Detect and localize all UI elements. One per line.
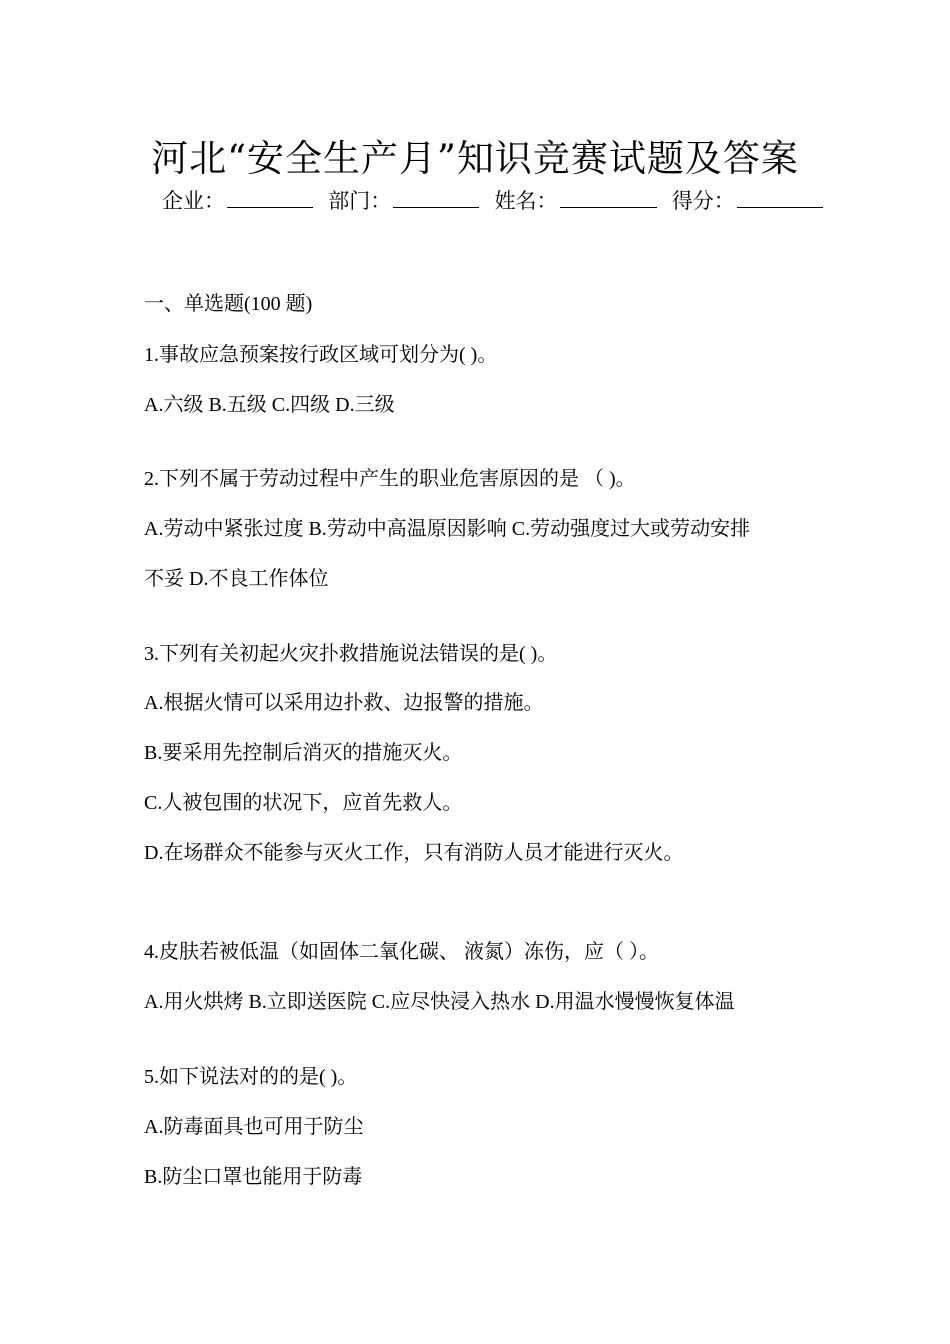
department-blank[interactable] (393, 189, 479, 208)
question-option: 不妥 D.不良工作体位 (144, 568, 329, 590)
document-title: 河北“安全生产月”知识竞赛试题及答案 (151, 137, 799, 180)
question-option: A.劳动中紧张过度 B.劳动中高温原因影响 C.劳动强度过大或劳动安排 (144, 518, 751, 540)
question-option: A.根据火情可以采用边扑救、边报警的措施。 (144, 692, 544, 714)
question-stem: 1.事故应急预案按行政区域可划分为( )。 (144, 344, 498, 366)
question-stem: 3.下列有关初起火灾扑救措施说法错误的是( )。 (144, 643, 558, 665)
question-option: C.人被包围的状况下，应首先救人。 (144, 792, 463, 814)
question-option: D.在场群众不能参与灭火工作，只有消防人员才能进行灭火。 (144, 842, 684, 864)
question-option: B.要采用先控制后消灭的措施灭火。 (144, 742, 463, 764)
header-fields (162, 185, 833, 215)
name-blank[interactable] (560, 189, 657, 208)
section-heading: 一、单选题(100 题) (144, 293, 313, 315)
question-option: B.防尘口罩也能用于防毒 (144, 1166, 363, 1188)
department-label: 部门： (328, 189, 392, 213)
question-option: A.用火烘烤 B.立即送医院 C.应尽快浸入热水 D.用温水慢慢恢复体温 (144, 991, 735, 1013)
question-stem: 5.如下说法对的的是( )。 (144, 1066, 358, 1088)
question-stem: 4.皮肤若被低温（如固体二氧化碳、 液氮）冻伤，应（ ）。 (144, 941, 659, 963)
company-blank[interactable] (227, 189, 313, 208)
score-label: 得分： (671, 189, 735, 213)
question-option: A.六级 B.五级 C.四级 D.三级 (144, 394, 395, 416)
question-option: A.防毒面具也可用于防尘 (144, 1116, 364, 1138)
question-stem: 2.下列不属于劳动过程中产生的职业危害原因的是 （ )。 (144, 468, 636, 490)
company-label: 企业： (162, 189, 225, 213)
score-blank[interactable] (737, 189, 823, 208)
name-label: 姓名： (494, 189, 558, 213)
